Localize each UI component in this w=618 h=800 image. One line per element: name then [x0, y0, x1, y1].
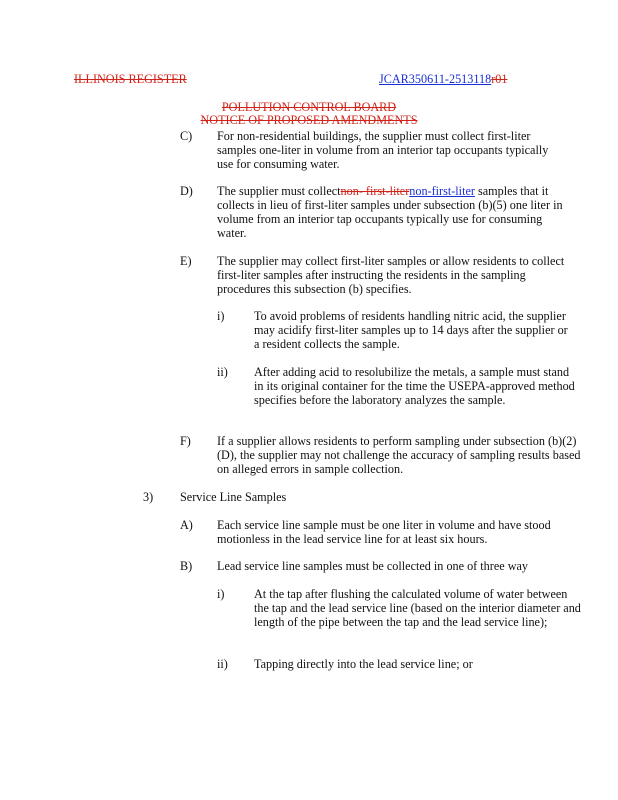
- item-label-e-ii: ii): [217, 365, 228, 379]
- deleted-text: non- first-liter: [340, 184, 410, 198]
- text-run: samples that it collects in lieu of first-liter samples under subsection (b)(5) one liter in volume from an interior tap occupants typically use for consuming water.: [217, 184, 563, 240]
- paragraph: At the tap after flushing the calculated volume of water between the tap and the lead service line (based on the interior diameter and length of the pipe between the tap and the lead service line);: [254, 587, 581, 629]
- item-label-c: C): [180, 129, 193, 143]
- item-label-b-ii: ii): [217, 657, 228, 671]
- agency-heading: POLLUTION CONTROL BOARD: [221, 100, 397, 114]
- item-text-b-i: [254, 587, 584, 629]
- paragraph: Each service line sample must be one liter in volume and have stood motionless in the lead service line for at least six hours.: [217, 518, 551, 546]
- inserted-text: non-first-liter: [409, 184, 475, 198]
- paragraph: If a supplier allows residents to perform sampling under subsection (b)(2)(D), the supplier may not challenge the accuracy of sampling results based on alleged errors in sample collection.: [217, 434, 581, 476]
- section-title-3: [180, 490, 480, 504]
- jcar-number-inserted: JCAR350611-2513118: [379, 72, 492, 86]
- item-text-b-ii: [254, 657, 584, 671]
- item-text-e-ii: [254, 365, 579, 407]
- item-label-d: D): [180, 184, 193, 198]
- item-label-e: E): [180, 254, 192, 268]
- paragraph: Tapping directly into the lead service line; or: [254, 657, 473, 671]
- register-title: ILLINOIS REGISTER: [74, 72, 187, 86]
- paragraph: After adding acid to resolubilize the metals, a sample must stand in its original container for the time the USEPA-approved method specifies before the laboratory analyzes the sample.: [254, 365, 575, 407]
- item-text-e: [217, 254, 567, 296]
- item-text-b: [217, 559, 587, 573]
- paragraph: Service Line Samples: [180, 490, 287, 504]
- item-label-e-i: i): [217, 309, 225, 323]
- item-text-a: [217, 518, 562, 546]
- item-text-d: [217, 184, 572, 240]
- item-text-e-i: [254, 309, 574, 351]
- jcar-number: [379, 72, 507, 86]
- item-text-f: [217, 434, 587, 476]
- paragraph: For non-residential buildings, the supplier must collect first-liter samples one-liter in volume from an interior tap occupants typically use for consuming water.: [217, 129, 549, 171]
- item-text-c: [217, 129, 562, 171]
- item-label-b-i: i): [217, 587, 225, 601]
- item-label-a: A): [180, 518, 193, 532]
- item-label-b: B): [180, 559, 193, 573]
- paragraph: The supplier may collect first-liter samples or allow residents to collect first-liter samples after instructing the residents in the sampling procedures this subsection (b) specifies.: [217, 254, 565, 296]
- jcar-number-deleted: r01: [491, 72, 508, 86]
- notice-heading: NOTICE OF PROPOSED AMENDMENTS: [200, 113, 418, 127]
- paragraph: [217, 184, 572, 240]
- paragraph: To avoid problems of residents handling nitric acid, the supplier may acidify first-liter samples up to 14 days after the supplier or a resident collects the sample.: [254, 309, 568, 351]
- paragraph: Lead service line samples must be collected in one of three way: [217, 559, 529, 573]
- item-label-f: F): [180, 434, 191, 448]
- section-label-3: 3): [143, 490, 154, 504]
- text-run: The supplier must collect: [217, 184, 341, 198]
